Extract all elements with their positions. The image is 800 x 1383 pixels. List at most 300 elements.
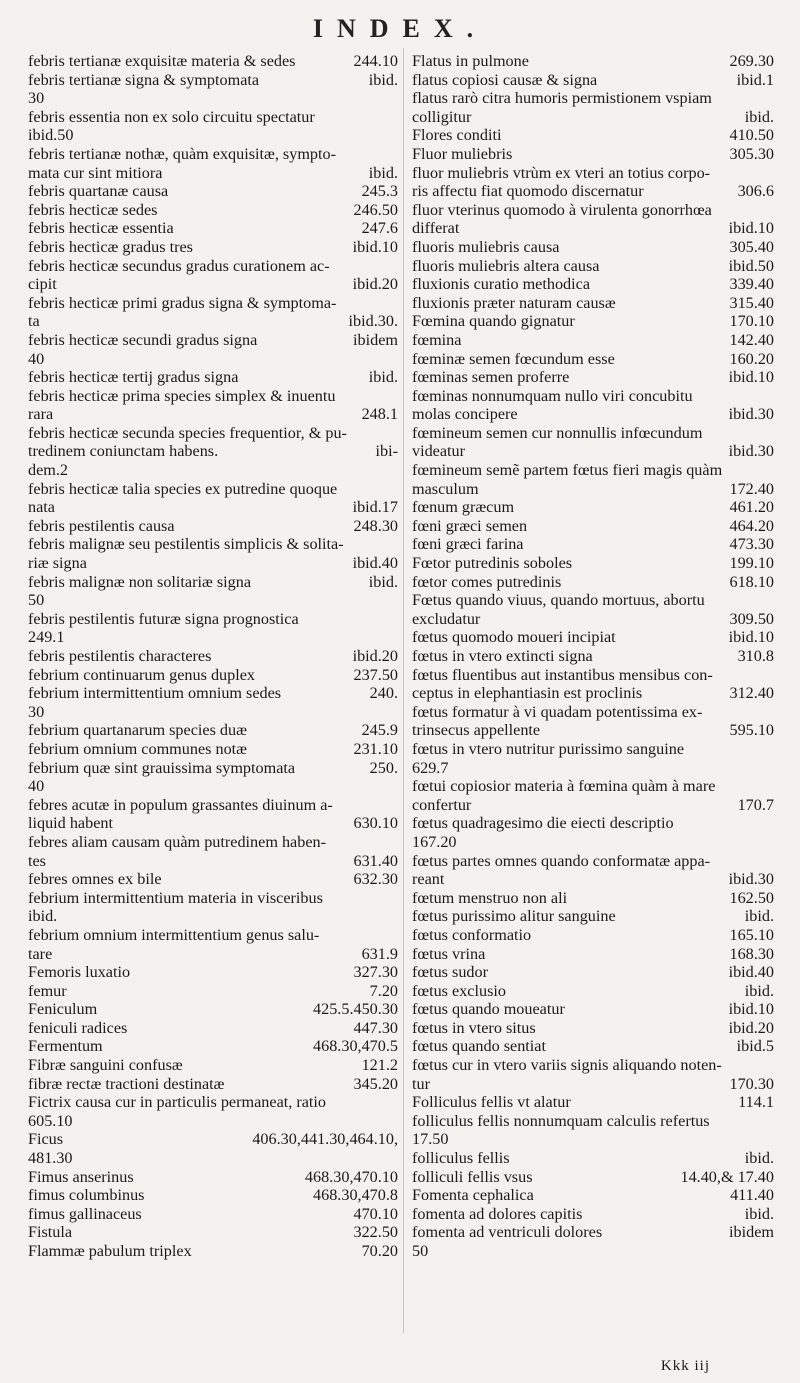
entry-reference: 632.30 — [353, 870, 398, 889]
entry-reference: 631.9 — [361, 944, 398, 963]
entry-term: tur — [412, 1074, 430, 1093]
index-entry — [28, 684, 398, 703]
index-entry — [412, 926, 774, 945]
entry-reference: 142.40 — [729, 330, 774, 349]
index-entry — [412, 647, 774, 666]
right-column — [412, 52, 774, 1261]
entry-term: videatur — [412, 442, 466, 461]
entry-term: flatus copiosi causæ & signa — [412, 70, 598, 89]
index-entry — [412, 1186, 774, 1205]
entry-term: excludatur — [412, 609, 481, 628]
index-entry — [412, 703, 774, 722]
index-entry — [412, 963, 774, 982]
entry-reference: 170.30 — [729, 1074, 774, 1093]
entry-term: tare — [28, 944, 53, 963]
index-entry — [412, 1168, 774, 1187]
index-entry — [412, 777, 774, 796]
index-entry — [28, 1093, 398, 1112]
entry-term: Fœtor putredinis soboles — [412, 554, 573, 573]
entry-reference: ibid.20 — [728, 1018, 774, 1037]
entry-term: ibid. — [28, 907, 58, 926]
entry-reference: 312.40 — [729, 684, 774, 703]
index-entry — [28, 814, 398, 833]
entry-reference: ibid.20 — [352, 647, 398, 665]
entry-reference: 618.10 — [729, 572, 774, 591]
entry-term: febris pestilentis characteres — [28, 647, 212, 665]
index-entry — [412, 945, 774, 964]
entry-term: fœtus cur in vtero variis signis aliquando noten- — [412, 1056, 722, 1075]
entry-term: fœtus sudor — [412, 963, 488, 982]
index-entry — [412, 554, 774, 573]
entry-reference: ibid.40 — [728, 963, 774, 982]
index-entry — [412, 610, 774, 629]
index-entry — [28, 89, 398, 108]
entry-term: fœtus in vtero extincti signa — [412, 647, 593, 665]
entry-term: fœtus fluentibus aut instantibus mensibus con- — [412, 665, 713, 684]
index-entry — [412, 1223, 774, 1242]
entry-term: febris hecticæ primi gradus signa & symptoma- — [28, 293, 337, 312]
entry-reference: ibid. — [744, 907, 774, 926]
entry-reference: 240. — [369, 684, 398, 703]
index-entry — [412, 71, 774, 90]
entry-term: 629.7 — [412, 758, 449, 777]
entry-reference: 269.30 — [729, 52, 774, 70]
entry-term: fœmineum semen cur nonnullis infœcundum — [412, 423, 703, 442]
entry-term: fibræ rectæ tractioni destinatæ — [28, 1074, 225, 1093]
entry-reference: 170.10 — [729, 312, 774, 331]
index-entry — [28, 442, 398, 461]
index-entry — [28, 703, 398, 722]
index-entry — [412, 52, 774, 71]
index-entry — [28, 889, 398, 908]
index-entry — [412, 368, 774, 387]
entry-reference: 114.1 — [738, 1093, 774, 1112]
entry-term: ta — [28, 312, 40, 331]
entry-term: flatus rarò citra humoris permistionem vspiam — [412, 89, 712, 108]
entry-term: fœmineum semẽ partem fœtus fieri magis quàm — [412, 461, 723, 480]
left-column — [28, 52, 398, 1261]
index-entry — [412, 275, 774, 294]
entry-reference: 162.50 — [729, 888, 774, 907]
entry-reference: 165.10 — [729, 925, 774, 944]
entry-reference: ibi- — [375, 442, 398, 461]
entry-term: febris quartanæ causa — [28, 182, 169, 201]
entry-term: confertur — [412, 795, 472, 814]
entry-reference: 425.5.450.30 — [313, 1000, 398, 1019]
entry-term: fimus columbinus — [28, 1186, 145, 1205]
entry-reference: ibid.30 — [728, 870, 774, 889]
entry-reference: ibid.10 — [352, 237, 398, 256]
index-entry — [412, 1242, 774, 1261]
entry-term: febrium continuarum genus duplex — [28, 665, 256, 684]
entry-term: fœtus exclusio — [412, 981, 506, 1000]
index-entry — [28, 219, 398, 238]
entry-term: fœtus partes omnes quando conformatæ appa- — [412, 851, 711, 870]
entry-term: fluxionis præter naturam causæ — [412, 293, 616, 312]
entry-term: febris pestilentis futuræ signa prognostica — [28, 609, 299, 628]
entry-reference: ibid. — [744, 981, 774, 1000]
index-entry — [28, 647, 398, 666]
entry-term: fœtus quando moueatur — [412, 1000, 565, 1019]
entry-term: fœtus quando sentiat — [412, 1037, 546, 1056]
entry-term: fluxionis curatio methodica — [412, 275, 591, 294]
index-entry — [28, 312, 398, 331]
entry-term: Fœmina quando gignatur — [412, 312, 575, 331]
entry-reference: 309.50 — [729, 609, 774, 628]
index-entry — [412, 982, 774, 1001]
entry-term: riæ signa — [28, 554, 87, 573]
index-entry — [28, 145, 398, 164]
entry-term: fœtor comes putredinis — [412, 572, 562, 591]
index-entry — [28, 1130, 398, 1149]
entry-reference: 470.10 — [353, 1204, 398, 1223]
entry-reference: 631.40 — [353, 851, 398, 870]
entry-term: 481.30 — [28, 1149, 73, 1168]
index-entry — [412, 238, 774, 257]
entry-term: febris hecticæ tertij gradus signa — [28, 368, 239, 387]
index-entry — [412, 145, 774, 164]
entry-term: febrium quartanarum species duæ — [28, 721, 247, 740]
index-entry — [412, 852, 774, 871]
entry-term: Flores conditi — [412, 126, 502, 145]
index-entry — [28, 870, 398, 889]
entry-term: ceptus in elephantiasin est proclinis — [412, 684, 643, 703]
index-entry — [412, 126, 774, 145]
index-entry — [28, 628, 398, 647]
index-entry — [28, 740, 398, 759]
index-entry — [412, 1149, 774, 1168]
index-entry — [412, 442, 774, 461]
entry-term: febris pestilentis causa — [28, 516, 175, 535]
entry-reference: ibid.10 — [728, 628, 774, 647]
entry-reference: 70.20 — [361, 1242, 398, 1260]
entry-term: Femoris luxatio — [28, 963, 131, 982]
index-entry — [28, 1149, 398, 1168]
entry-term: Fimus anserinus — [28, 1167, 134, 1186]
entry-term: fœtui copiosior materia à fœmina quàm à mare — [412, 777, 716, 796]
entry-reference: 406.30,441.30,464.10, — [252, 1130, 398, 1149]
entry-term: fœtus conformatio — [412, 925, 532, 944]
entry-term: fœminas semen proferre — [412, 368, 570, 387]
index-entry — [412, 535, 774, 554]
index-entry — [412, 89, 774, 108]
entry-term: trinsecus appellente — [412, 721, 541, 740]
entry-term: Fœtus quando viuus, quando mortuus, abortu — [412, 591, 705, 610]
entry-reference: 473.30 — [729, 535, 774, 554]
entry-reference: ibid.10 — [728, 368, 774, 387]
entry-reference: 248.1 — [361, 405, 398, 424]
index-entry — [412, 1019, 774, 1038]
entry-term: febres omnes ex bile — [28, 870, 162, 889]
index-entry — [412, 740, 774, 759]
index-entry — [412, 759, 774, 778]
entry-term: 40 — [28, 349, 45, 368]
entry-term: masculum — [412, 479, 479, 498]
entry-term: mata cur sint mitiora — [28, 163, 163, 182]
entry-term: ibid.50 — [28, 126, 74, 145]
index-entry — [28, 907, 398, 926]
entry-term: 40 — [28, 777, 45, 796]
entry-reference: 247.6 — [361, 219, 398, 238]
entry-reference: ibid. — [368, 70, 398, 89]
entry-term: febris hecticæ secunda species frequentior, & pu- — [28, 423, 347, 442]
index-entry — [412, 1205, 774, 1224]
entry-term: fœmina — [412, 330, 462, 349]
index-entry — [412, 201, 774, 220]
index-entry — [28, 238, 398, 257]
entry-term: 30 — [28, 702, 45, 721]
entry-reference: ibid.20 — [352, 275, 398, 294]
index-entry — [412, 666, 774, 685]
entry-term: fomenta ad dolores capitis — [412, 1204, 583, 1223]
entry-reference: 172.40 — [729, 479, 774, 498]
index-entry — [28, 517, 398, 536]
index-entry — [412, 424, 774, 443]
entry-reference: 250. — [369, 758, 398, 777]
index-entry — [28, 1186, 398, 1205]
index-entry — [28, 498, 398, 517]
index-entry — [28, 71, 398, 90]
index-entry — [28, 982, 398, 1001]
index-entry — [28, 350, 398, 369]
entry-term: Feniculum — [28, 1000, 98, 1019]
entry-term: 167.20 — [412, 832, 457, 851]
entry-reference: ibid.17 — [352, 498, 398, 517]
entry-reference: 246.50 — [353, 200, 398, 219]
index-entry — [28, 126, 398, 145]
entry-term: 17.50 — [412, 1130, 449, 1149]
entry-reference: 237.50 — [353, 665, 398, 684]
index-entry — [28, 1168, 398, 1187]
entry-term: febris malignæ seu pestilentis simplicis & solita- — [28, 535, 344, 554]
entry-term: fœtus formatur à vi quadam potentissima ex- — [412, 702, 703, 721]
entry-term: femur — [28, 981, 67, 1000]
entry-reference: 245.9 — [361, 721, 398, 740]
entry-reference: 248.30 — [353, 516, 398, 535]
index-entry — [412, 387, 774, 406]
entry-term: fluor vterinus quomodo à virulenta gonorrhœa — [412, 200, 712, 219]
entry-reference: 310.8 — [737, 647, 774, 665]
index-entry — [412, 294, 774, 313]
entry-term: febrium intermittentium materia in visceribus — [28, 888, 323, 907]
entry-reference: 168.30 — [729, 944, 774, 963]
index-entry — [412, 907, 774, 926]
index-entry — [28, 1037, 398, 1056]
entry-term: reant — [412, 870, 445, 889]
index-entry — [28, 963, 398, 982]
entry-term: fœnum græcum — [412, 498, 515, 517]
entry-term: colligitur — [412, 107, 472, 126]
entry-reference: ibidem — [353, 330, 398, 349]
entry-reference: ibid.5 — [736, 1037, 774, 1056]
entry-reference: 339.40 — [729, 275, 774, 294]
entry-term: febres aliam causam quàm putredinem haben- — [28, 832, 326, 851]
index-entry — [412, 517, 774, 536]
index-entry — [412, 480, 774, 499]
index-entry — [412, 1112, 774, 1131]
index-entry — [28, 573, 398, 592]
entry-term: feniculi radices — [28, 1018, 128, 1037]
entry-term: Fistula — [28, 1223, 73, 1242]
entry-term: folliculi fellis vsus — [412, 1167, 533, 1186]
index-entry — [28, 108, 398, 127]
entry-term: Fermentum — [28, 1037, 103, 1056]
index-entry — [28, 852, 398, 871]
entry-term: Fibræ sanguini confusæ — [28, 1056, 183, 1075]
index-entry — [28, 1075, 398, 1094]
entry-reference: 447.30 — [353, 1018, 398, 1037]
entry-reference: ibid.10 — [728, 1000, 774, 1019]
entry-term: fœminas nonnumquam nullo viri concubitu — [412, 386, 693, 405]
page-title: INDEX. — [312, 14, 488, 43]
entry-reference: 315.40 — [729, 293, 774, 312]
index-entry — [412, 1037, 774, 1056]
entry-reference: 121.2 — [361, 1056, 398, 1075]
index-entry — [28, 52, 398, 71]
index-entry — [28, 368, 398, 387]
entry-reference: 345.20 — [353, 1074, 398, 1093]
entry-reference: 305.40 — [729, 237, 774, 256]
index-entry — [28, 796, 398, 815]
index-entry — [412, 1130, 774, 1149]
entry-reference: ibid. — [744, 1149, 774, 1168]
index-entry — [412, 312, 774, 331]
entry-reference: ibid. — [744, 1204, 774, 1223]
entry-term: fluor muliebris vtrùm ex vteri an totius corpo- — [412, 163, 711, 182]
entry-term: fœni græci semen — [412, 516, 528, 535]
entry-reference: 464.20 — [729, 516, 774, 535]
entry-term: Fictrix causa cur in particulis permaneat, ratio — [28, 1093, 327, 1112]
entry-term: febris hecticæ sedes — [28, 200, 158, 219]
index-entry — [412, 498, 774, 517]
index-entry — [28, 405, 398, 424]
entry-reference: 306.6 — [737, 182, 774, 201]
index-entry — [412, 108, 774, 127]
entry-reference: 461.20 — [729, 498, 774, 517]
entry-term: febris tertianæ signa & symptomata — [28, 70, 260, 89]
entry-term: differat — [412, 219, 460, 238]
index-entry — [412, 591, 774, 610]
index-entry — [28, 461, 398, 480]
signature-mark: Kkk iij — [660, 1358, 710, 1374]
entry-reference: ibid.30 — [728, 405, 774, 424]
entry-term: 605.10 — [28, 1111, 73, 1130]
entry-reference: 305.30 — [729, 144, 774, 163]
index-entry — [28, 1019, 398, 1038]
entry-term: Fomenta cephalica — [412, 1186, 534, 1205]
entry-reference: ibid.30 — [728, 442, 774, 461]
entry-term: febris essentia non ex solo circuitu spectatur — [28, 107, 315, 126]
entry-reference: 7.20 — [369, 981, 398, 1000]
entry-reference: ibid. — [368, 368, 398, 387]
entry-reference: 327.30 — [353, 963, 398, 982]
entry-reference: 411.40 — [730, 1186, 774, 1205]
index-entry — [28, 294, 398, 313]
entry-reference: ibid. — [368, 163, 398, 182]
index-entry — [412, 833, 774, 852]
index-entry — [28, 833, 398, 852]
index-entry — [28, 275, 398, 294]
entry-reference: ibid.30. — [348, 312, 398, 331]
index-entry — [28, 1205, 398, 1224]
index-entry — [28, 1000, 398, 1019]
entry-term: 50 — [28, 591, 45, 610]
entry-term: 249.1 — [28, 628, 65, 647]
index-entry — [28, 535, 398, 554]
entry-term: febrium intermittentium omnium sedes — [28, 684, 282, 703]
entry-reference: 170.7 — [737, 795, 774, 814]
index-entry — [412, 573, 774, 592]
entry-term: fimus gallinaceus — [28, 1204, 142, 1223]
entry-term: Fluor muliebris — [412, 144, 513, 163]
entry-reference: ibid.40 — [352, 554, 398, 573]
entry-reference: 468.30,470.10 — [304, 1167, 398, 1186]
index-entry — [28, 1223, 398, 1242]
entry-term: nata — [28, 498, 55, 517]
entry-term: Folliculus fellis vt alatur — [412, 1093, 571, 1112]
index-entry — [412, 684, 774, 703]
entry-term: fœminæ semen fœcundum esse — [412, 349, 615, 368]
index-entry — [28, 201, 398, 220]
index-entry — [412, 461, 774, 480]
index-entry — [412, 814, 774, 833]
entry-reference: 231.10 — [353, 739, 398, 758]
index-entry — [28, 554, 398, 573]
entry-term: fœtum menstruo non ali — [412, 888, 568, 907]
index-entry — [28, 331, 398, 350]
entry-reference: ibid.50 — [728, 256, 774, 275]
entry-term: fœtus purissimo alitur sanguine — [412, 907, 616, 926]
index-entry — [28, 1242, 398, 1261]
entry-reference: 630.10 — [353, 814, 398, 833]
entry-term: febris hecticæ secundi gradus signa — [28, 330, 258, 349]
entry-reference: 245.3 — [361, 182, 398, 201]
entry-term: ris affectu fiat quomodo discernatur — [412, 182, 644, 201]
entry-term: folliculus fellis nonnumquam calculis refertus — [412, 1111, 710, 1130]
index-entry — [28, 164, 398, 183]
entry-reference: 199.10 — [729, 554, 774, 573]
entry-reference: 595.10 — [729, 721, 774, 740]
index-entry — [28, 945, 398, 964]
entry-term: febris tertianæ nothæ, quàm exquisitæ, sympto- — [28, 144, 336, 163]
entry-term: fœni græci farina — [412, 535, 524, 554]
index-entry — [412, 721, 774, 740]
entry-reference: 244.10 — [353, 52, 398, 70]
index-entry — [28, 387, 398, 406]
entry-term: febris hecticæ secundus gradus curationem ac- — [28, 256, 330, 275]
index-entry — [412, 796, 774, 815]
entry-term: Flatus in pulmone — [412, 52, 529, 70]
entry-term: tredinem coniunctam habens. — [28, 442, 219, 461]
entry-reference: ibid. — [368, 572, 398, 591]
entry-reference: ibid.10 — [728, 219, 774, 238]
index-entry — [412, 350, 774, 369]
entry-term: febris malignæ non solitariæ signa — [28, 572, 252, 591]
entry-term: rara — [28, 405, 54, 424]
entry-reference: 160.20 — [729, 349, 774, 368]
index-entry — [28, 591, 398, 610]
entry-term: fomenta ad ventriculi dolores — [412, 1223, 603, 1242]
index-entry — [412, 889, 774, 908]
entry-term: fœtus quomodo moueri incipiat — [412, 628, 616, 647]
entry-term: febres acutæ in populum grassantes diuinum a- — [28, 795, 333, 814]
index-entry — [412, 405, 774, 424]
index-entry — [28, 666, 398, 685]
entry-reference: 410.50 — [729, 126, 774, 145]
entry-term: 30 — [28, 89, 45, 108]
entry-term: Flammæ pabulum triplex — [28, 1242, 192, 1260]
entry-reference: ibid. — [744, 107, 774, 126]
